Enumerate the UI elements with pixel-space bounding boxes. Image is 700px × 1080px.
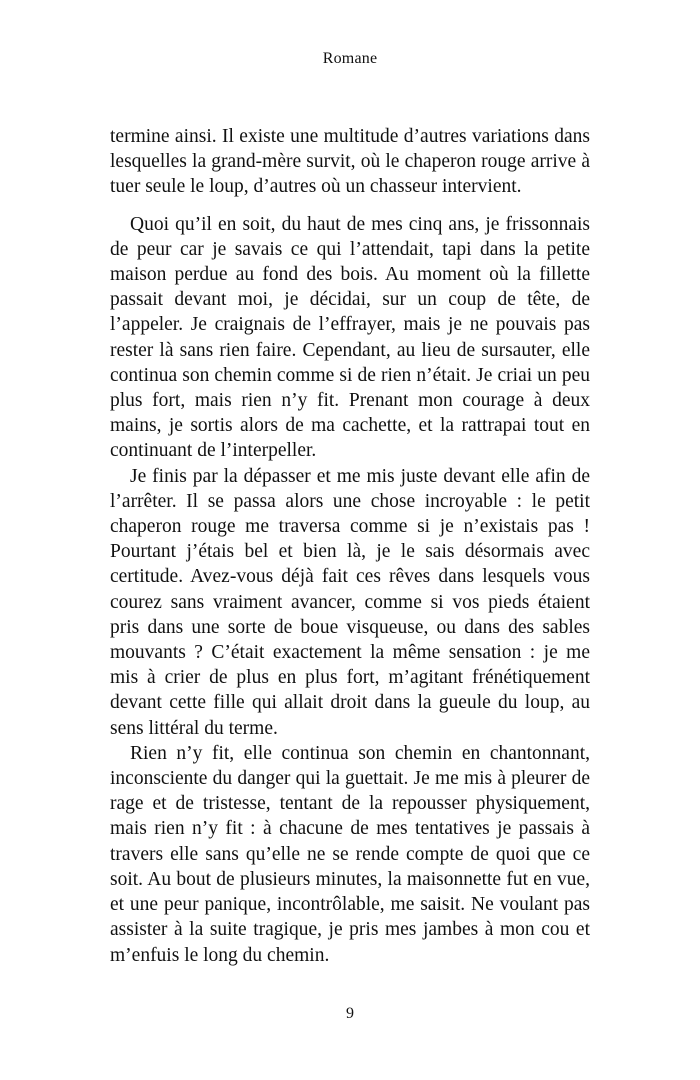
- paragraph-3: Je finis par la dépasser et me mis juste devant elle afin de l’arrêter. Il se passa alors une chose incroyable : le petit chaperon rouge me traversa comme si je n’existais pas ! Pourtant j’étais bel et bien là, je le sais désormais avec certitude. Avez-vous déjà fait ces rêves dans lesquels vous courez sans vraiment avancer, comme si vos pieds étaient pris dans une sorte de boue visqueuse, ou dans des sables mouvants ? C’était exactement la même sensation : je me mis à crier de plus en plus fort, m’agitant frénétiquement devant cette fille qui allait droit dans la gueule du loup, au sens littéral du terme.: [110, 465, 590, 739]
- page-number: 9: [346, 1005, 354, 1022]
- paragraph-4: Rien n’y fit, elle continua son chemin en chantonnant, inconsciente du danger qui la guettait. Je me mis à pleurer de rage et de tristesse, tentant de la repousser physiquement, mais rien n’y fit : à chacune de mes tentatives je passais à travers elle sans qu’elle ne se rende compte de quoi que ce soit. Au bout de plusieurs minutes, la maisonnette fut en vue, et une peur panique, incontrôlable, me saisit. Ne voulant pas assister à la suite tragique, je pris mes jambes à mon cou et m’enfuis le long du chemin.: [110, 742, 590, 966]
- paragraph-2: Quoi qu’il en soit, du haut de mes cinq ans, je frissonnais de peur car je savais ce qui l’attendait, tapi dans la petite maison perdue au fond des bois. Au moment où la fillette passait devant moi, je décidai, sur un coup de tête, de l’appeler. Je craignais de l’effrayer, mais je ne pouvais pas rester là sans rien faire. Cependant, au lieu de sursauter, elle continua son chemin comme si de rien n’était. Je criai un peu plus fort, mais rien n’y fit. Prenant mon courage à deux mains, je sortis alors de ma cachette, et la rattrapai tout en continuant de l’interpeller.: [110, 213, 590, 462]
- paragraph-1: termine ainsi. Il existe une multitude d’autres variations dans lesquelles la grand-mère survit, où le chaperon rouge arrive à tuer seule le loup, d’autres où un chasseur intervient.: [110, 126, 590, 198]
- running-title: Romane: [322, 50, 378, 67]
- page-text: [110, 124, 590, 968]
